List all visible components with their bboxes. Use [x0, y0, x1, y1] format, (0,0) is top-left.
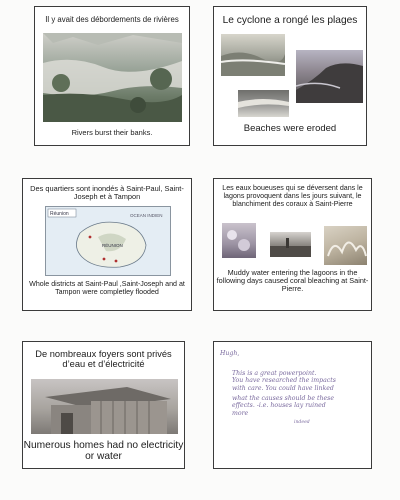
comment-line-1: This is a great powerpoint.	[232, 370, 317, 377]
slide-homes	[22, 341, 185, 469]
comment-line-6: more	[232, 409, 249, 417]
comment-line-4: what the causes should be these	[232, 394, 334, 402]
teacher-comment	[213, 341, 372, 469]
flooded-river-photo	[43, 33, 182, 122]
map-sea-label: OCEAN INDIEN	[130, 213, 163, 218]
slide-districts	[22, 178, 192, 311]
slide-rivers-french: Il y avait des débordements de rivières	[45, 15, 179, 24]
slide-beaches	[213, 6, 367, 146]
bleached-coral-photo	[324, 226, 367, 265]
slide-beaches-english: Beaches were eroded	[243, 123, 337, 134]
slide-lagoons	[213, 178, 372, 311]
comment-line-2: You have researched the impacts	[232, 377, 336, 385]
comment-greeting: Hugh,	[220, 350, 240, 357]
coastline-photo	[296, 50, 363, 103]
comment-line-5: effects. -i.e. houses lay ruined	[232, 402, 326, 410]
damaged-house-photo	[31, 379, 178, 434]
eroded-beach-photo	[221, 34, 285, 76]
lagoon-photo	[270, 232, 311, 257]
muddy-water-photo	[222, 223, 256, 258]
slide-rivers	[34, 6, 190, 146]
reunion-map	[45, 206, 171, 276]
slide-lagoons-french: Les eaux boueuses qui se déversent dans le lagons provoquent dans les jours suivant, le blanchiment des coraux à Saint-Pierre	[222, 184, 363, 208]
slide-districts-english: Whole districts at Saint-Paul ,Saint-Joseph and at Tampon were completley flooded	[29, 280, 185, 296]
slide-homes-french: De nombreaux foyers sont privés d’eau et d’électricité	[35, 349, 172, 370]
slide-homes-english: Numerous homes had no electricity or water	[23, 440, 184, 463]
comment-insertion: indeed	[294, 420, 310, 425]
map-island-label: RÉUNION	[102, 243, 123, 248]
map-legend-title: Réunion	[50, 211, 69, 217]
comment-line-3: with care. You could have linked	[232, 384, 334, 392]
slide-lagoons-english: Muddy water entering the lagoons in the following days caused coral bleaching at Saint-Pierre.	[216, 268, 369, 294]
slide-beaches-french: Le cyclone a rongé les plages	[222, 15, 358, 26]
damaged-shore-photo	[238, 90, 289, 117]
slide-rivers-english: Rivers burst their banks.	[71, 128, 153, 137]
slide-districts-french: Des quartiers sont inondés à Saint-Paul, Saint-Joseph et à Tampon	[30, 184, 184, 202]
